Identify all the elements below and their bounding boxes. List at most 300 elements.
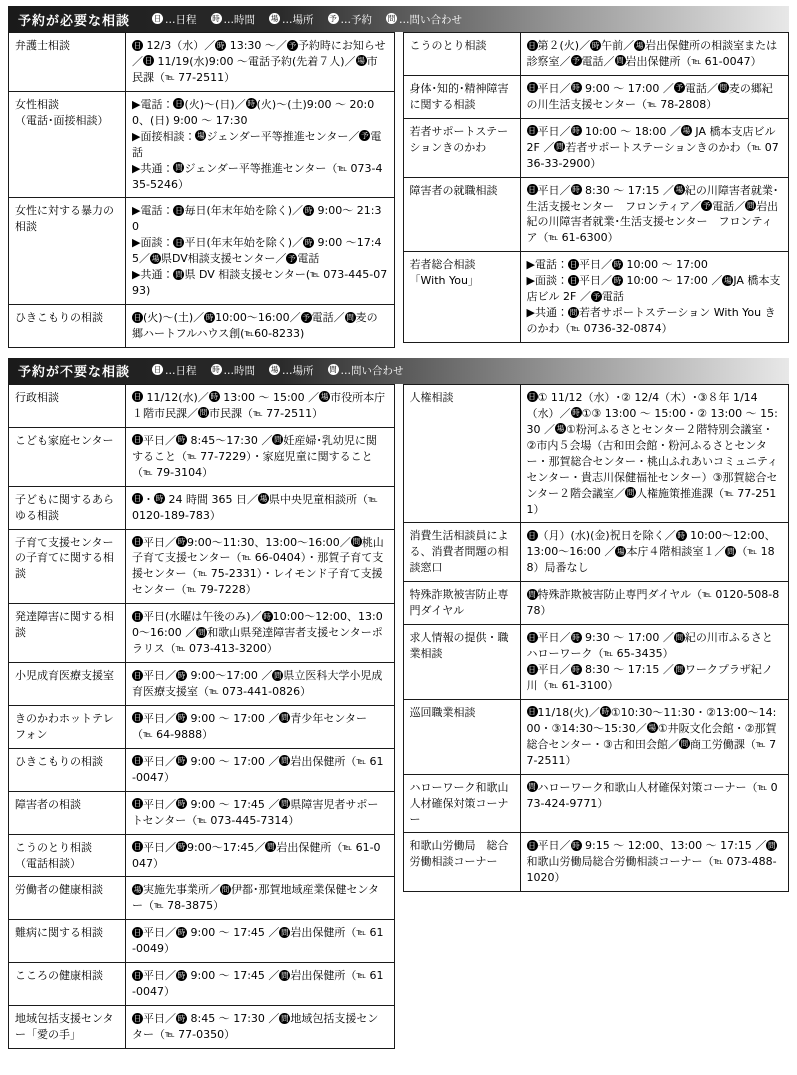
marker-icon: 問 — [267, 842, 275, 852]
tel-icon: ℡ — [356, 928, 367, 939]
tel-icon: ℡ — [757, 782, 768, 793]
row-label: こころの健康相談 — [9, 963, 126, 1006]
detail-line: 場 実施先事業所／ 問 伊都･那賀地域産業保健センター（℡ 78-3875） — [132, 883, 380, 913]
section-2-right-column — [403, 384, 790, 892]
marker-icon: 日 — [144, 56, 153, 66]
marker-icon: 日 — [133, 537, 142, 546]
marker-icon: 時 — [572, 664, 580, 674]
row-label: こうのとり相談 — [403, 33, 520, 76]
table-row — [403, 523, 789, 582]
row-detail — [126, 486, 395, 529]
section-header-bar-1 — [8, 6, 789, 32]
marker-icon: 時 — [177, 842, 186, 852]
row-label: 弁護士相談 — [9, 33, 126, 92]
row-label: 特殊詐欺被害防止専門ダイヤル — [403, 582, 520, 625]
detail-line: 問 ハローワーク和歌山人材確保対策コーナー（℡ 073-424-9771） — [526, 780, 778, 810]
marker-icon: 予 — [702, 201, 711, 210]
row-detail — [520, 384, 789, 523]
row-label: ひきこもりの相談 — [9, 305, 126, 348]
marker-icon: 日 — [133, 799, 142, 809]
table-row — [9, 1006, 395, 1049]
row-label: 子どもに関するあらゆる相談 — [9, 486, 126, 529]
row-label: 子育て支援センターの子育てに関する相談 — [9, 529, 126, 604]
marker-icon: 場 — [259, 494, 268, 504]
row-detail — [126, 920, 395, 963]
marker-icon: 問 — [221, 884, 230, 894]
tel-icon: ℡ — [209, 687, 219, 697]
marker-icon: 予 — [361, 131, 369, 141]
row-detail — [126, 33, 395, 92]
marker-icon: 予 — [592, 291, 601, 301]
marker-icon: 時 — [263, 611, 271, 621]
detail-line: 日 平日(水曜は午後のみ)／ 時 10:00～12:00、13:00～16:00 ／ 問 和歌山県発達障害者支援センターポラリス（℡ 073-413-3200） — [132, 610, 383, 656]
marker-icon: 日 — [153, 365, 162, 375]
tel-icon: ℡ — [755, 739, 766, 750]
marker-icon: 日 — [133, 312, 142, 322]
marker-icon: 時 — [212, 365, 220, 375]
marker-icon: 問 — [281, 756, 289, 766]
marker-icon: 場 — [357, 56, 365, 66]
detail-line: 日 平日／ 時 8:45～17:30 ／ 問 妊産婦･乳幼児に関すること（℡ 77-7229）・家庭児童に関すること（℡ 79-3104） — [132, 433, 377, 479]
row-detail — [520, 33, 789, 76]
table-reservation-not-required-left — [8, 384, 395, 1049]
marker-icon: 日 — [133, 842, 142, 852]
row-detail — [520, 699, 789, 774]
row-detail — [126, 791, 395, 834]
row-label: 身体･知的･精神障害に関する相談 — [403, 75, 520, 118]
table-row — [9, 198, 395, 305]
detail-line: 日 (火)～(土)／ 時 10:00～16:00／ 予 電話／ 問 麦の郷ハートフルハウス創(℡60-8233) — [132, 311, 378, 340]
tel-icon: ℡ — [143, 729, 153, 740]
legend-text: …問い合わせ — [399, 13, 463, 26]
detail-line: 日 平日／ 時 9:15 ～ 12:00、13:00 ～ 17:15 ／ 問和歌山労働局総合労働相談コーナー（℡ 073-488-1020） — [526, 839, 777, 885]
marker-icon: 日 — [133, 611, 142, 621]
row-label: 和歌山労働局 総合労働相談コーナー — [403, 833, 520, 892]
row-label: 障害者の就職相談 — [403, 177, 520, 252]
marker-icon: 場 — [724, 275, 732, 285]
table-row — [9, 91, 395, 198]
legend-item — [386, 12, 462, 27]
tel-icon: ℡ — [548, 233, 559, 244]
table-row — [403, 75, 789, 118]
detail-line: ▶面接相談： 場 ジェンダー平等推進センター／ 予 電話 — [132, 129, 382, 159]
marker-icon: 時 — [591, 40, 600, 50]
marker-icon: 時 — [177, 670, 186, 680]
detail-line: 日 平日／ 時 9:00 ～ 17:00 ／ 問 岩出保健所（℡ 61-0047） — [132, 754, 384, 784]
marker-icon: 時 — [572, 83, 580, 93]
detail-line: 問 特殊詐欺被害防止専門ダイヤル（℡ 0120-508-878） — [526, 588, 780, 618]
section-2-columns — [8, 384, 789, 1049]
marker-icon: 場 — [270, 13, 279, 23]
row-label: こども家庭センター — [9, 427, 126, 486]
table-reservation-required-left — [8, 32, 395, 348]
table-row — [9, 305, 395, 348]
tel-icon: ℡ — [747, 547, 758, 558]
legend-item — [211, 363, 256, 378]
detail-line: 日 ① 11/12（水）･② 12/4（木）･③８年 1/14（水）／ 時 ①③ 13:00 ～ 15:00・② 13:00 ～ 15:30 ／ 場 ①粉河ふるさとセンター２階特別会議室・②市内５会場（古和田会館・粉河ふるさとセンター・那賀総合センター・桃山ふれあいコミュニティセンター・貴志川保健福祉センター）③那賀総合センター２階会議室／ 問 人権施策推進課（℡ 77-2511） — [526, 390, 778, 516]
marker-icon: 問 — [675, 632, 684, 642]
tel-icon: ℡ — [310, 270, 320, 281]
marker-icon: 問 — [274, 670, 282, 680]
row-detail — [126, 91, 395, 198]
legend-item — [211, 12, 256, 27]
legend-item — [269, 12, 314, 27]
marker-icon: 時 — [613, 259, 622, 269]
detail-line: ▶面談： 日 平日(年末年始を除く)／ 時 9:00 ～17:45／ 場 県DV相談支援センター／ 予 電話 — [132, 236, 382, 266]
legend-text: …予約 — [340, 13, 373, 26]
legend-text: …場所 — [282, 365, 314, 378]
marker-icon: 時 — [216, 40, 225, 50]
marker-icon: 問 — [675, 664, 684, 674]
table-row — [403, 118, 789, 177]
marker-icon: 予 — [675, 83, 684, 93]
marker-icon: 場 — [320, 392, 329, 402]
marker-icon: 場 — [270, 365, 279, 375]
table-row — [9, 427, 395, 486]
table-row — [9, 529, 395, 604]
tel-icon: ℡ — [187, 451, 197, 462]
row-label: 小児成育医療支援室 — [9, 663, 126, 706]
marker-icon: 問 — [768, 840, 776, 850]
marker-icon: 問 — [616, 56, 624, 66]
tel-icon: ℡ — [570, 324, 581, 335]
marker-icon: 問 — [281, 927, 289, 937]
tel-icon: ℡ — [143, 467, 153, 478]
detail-line: 日 平日／ 時 10:00 ～ 18:00 ／ 場 JA 橋本支店ビル 2F ／ 問 若者サポートステーションきのかわ（℡ 0736-33-2900） — [526, 124, 779, 170]
detail-line: 日 平日／ 時 9:00～11:30、13:00～16:00／ 問 桃山子育て支援センター（℡ 66-0404）・那賀子育て支援センター（℡ 75-2331）・レイモンド子育て支援センター（℡ 79-7228） — [132, 535, 384, 597]
marker-icon: 日 — [133, 1013, 142, 1023]
marker-icon: 問 — [746, 201, 755, 210]
marker-icon: 場 — [151, 253, 160, 263]
section-header-bar-2 — [8, 358, 789, 384]
marker-icon: 日 — [528, 707, 536, 717]
legend-2 — [152, 363, 404, 378]
table-row — [9, 877, 395, 920]
section-1-right-column — [403, 32, 790, 343]
tel-icon: ℡ — [186, 585, 197, 596]
tel-icon: ℡ — [337, 163, 348, 174]
marker-icon: 問 — [199, 408, 208, 418]
marker-icon: 予 — [288, 253, 296, 263]
table-row — [403, 582, 789, 625]
marker-icon: 時 — [247, 99, 255, 109]
table-row — [9, 963, 395, 1006]
row-label: 若者サポートステーションきのかわ — [403, 118, 520, 177]
marker-icon: 時 — [613, 275, 622, 285]
marker-icon: 問 — [346, 312, 354, 322]
tel-icon: ℡ — [197, 569, 208, 580]
marker-icon: 時 — [304, 205, 313, 215]
section-1-columns — [8, 32, 789, 348]
table-row — [403, 177, 789, 252]
row-label: 女性相談 （電話･面接相談） — [9, 91, 126, 198]
marker-icon: 問 — [387, 13, 396, 23]
marker-icon: 時 — [205, 312, 214, 322]
tel-icon: ℡ — [356, 756, 367, 767]
marker-icon: 日 — [528, 530, 536, 540]
row-detail — [126, 529, 395, 604]
marker-icon: 問 — [727, 546, 735, 556]
row-detail — [126, 705, 395, 748]
detail-line: 日 平日／ 時 8:30 ～ 17:15 ／ 問 ワークプラザ紀ノ川（℡ 61-3100） — [526, 663, 773, 692]
table-row — [9, 920, 395, 963]
tel-icon: ℡ — [691, 56, 702, 67]
marker-icon: 時 — [210, 392, 219, 402]
tel-icon: ℡ — [548, 680, 559, 691]
marker-icon: 時 — [177, 435, 186, 445]
table-row — [9, 791, 395, 834]
tel-icon: ℡ — [367, 494, 378, 505]
tel-icon: ℡ — [197, 815, 207, 826]
row-detail — [126, 877, 395, 920]
marker-icon: 問 — [281, 1013, 289, 1023]
detail-line: 日 平日／ 時 9:00 ～ 17:00 ／ 予 電話／ 問 麦の郷紀の川生活支援センター（℡ 78-2808） — [526, 81, 773, 111]
detail-line: ▶電話： 日 平日／ 時 10:00 ～ 17:00 — [526, 258, 708, 272]
marker-icon: 日 — [133, 494, 142, 504]
row-detail — [520, 75, 789, 118]
legend-item — [328, 12, 373, 27]
marker-icon: 問 — [528, 589, 536, 599]
marker-icon: 日 — [528, 185, 536, 195]
tel-icon: ℡ — [713, 857, 724, 868]
table-row — [403, 384, 789, 523]
marker-icon: 日 — [133, 756, 142, 766]
tel-icon: ℡ — [356, 971, 367, 982]
marker-icon: 場 — [556, 424, 565, 434]
row-detail — [126, 963, 395, 1006]
marker-icon: 問 — [569, 307, 578, 317]
marker-icon: 予 — [288, 40, 297, 50]
row-detail — [126, 1006, 395, 1049]
marker-icon: 日 — [133, 40, 142, 50]
section-reservation-required — [8, 6, 789, 348]
row-detail — [126, 663, 395, 706]
row-label: 難病に関する相談 — [9, 920, 126, 963]
detail-line: ▶共通： 問 県 DV 相談支援センター(℡ 073-445-0793) — [132, 268, 388, 298]
table-row — [9, 705, 395, 748]
marker-icon: 時 — [177, 1013, 186, 1023]
table-row — [403, 33, 789, 76]
row-label: 障害者の相談 — [9, 791, 126, 834]
tel-icon: ℡ — [751, 142, 762, 153]
marker-icon: 時 — [155, 494, 164, 504]
section-title-2: 予約が不要な相談 — [18, 365, 131, 381]
marker-icon: 時 — [177, 927, 186, 937]
marker-icon: 日 — [175, 99, 183, 109]
marker-icon: 問 — [329, 365, 337, 375]
legend-text: …時間 — [223, 13, 256, 26]
marker-icon: 問 — [680, 739, 689, 749]
marker-icon: 日 — [133, 392, 142, 402]
marker-icon: 日 — [528, 840, 536, 850]
marker-icon: 場 — [133, 884, 142, 894]
marker-icon: 時 — [304, 237, 313, 247]
marker-icon: 時 — [177, 756, 186, 766]
row-label: 人権相談 — [403, 384, 520, 523]
row-detail — [520, 582, 789, 625]
section-title-1: 予約が必要な相談 — [18, 13, 131, 29]
row-label: きのかわホットテレフォン — [9, 705, 126, 748]
legend-item — [152, 12, 197, 27]
marker-icon: 問 — [528, 782, 536, 792]
legend-1 — [152, 12, 462, 27]
marker-icon: 時 — [177, 799, 186, 809]
marker-icon: 予 — [329, 13, 337, 23]
row-label: 女性に対する暴力の相談 — [9, 198, 126, 305]
section-2-left-column — [8, 384, 395, 1049]
row-label: 地域包括支援センター「愛の手」 — [9, 1006, 126, 1049]
row-detail — [126, 748, 395, 791]
marker-icon: 日 — [528, 83, 536, 93]
marker-icon: 時 — [572, 185, 580, 195]
detail-line: 日 ・ 時 24 時間 365 日／ 場 県中央児童相談所（℡ 0120-189-783） — [132, 492, 378, 522]
marker-icon: 日 — [569, 275, 578, 285]
detail-line: 日 平日／ 時 9:00 ～ 17:00 ／ 問 青少年センター（℡ 64-9888） — [132, 711, 367, 741]
detail-line: 日 平日／ 時 9:00 ～ 17:45 ／ 問 県障害児者サポートセンター（℡ 073-445-7314） — [132, 797, 379, 827]
row-label: 求人情報の提供・職業相談 — [403, 625, 520, 700]
marker-icon: 時 — [572, 126, 580, 136]
legend-item — [328, 363, 404, 378]
detail-line: 日 平日／ 時 8:45 ～ 17:30 ／ 問 地域包括支援センター（℡ 77-0350） — [132, 1012, 379, 1041]
detail-line: 日 11/18(火)／ 時 ①10:30～11:30・②13:00～14:00・③14:30～15:30／ 場 ①井阪文化会館・②那賀総合センター・③古和田会館／ 問 商工労働課（℡ 77-2511） — [526, 705, 777, 767]
marker-icon: 日 — [133, 970, 142, 980]
table-row — [403, 774, 789, 833]
legend-item — [269, 363, 314, 378]
marker-icon: 問 — [175, 163, 183, 173]
tel-icon: ℡ — [154, 901, 164, 912]
tel-icon: ℡ — [241, 553, 252, 564]
tel-icon: ℡ — [165, 72, 175, 83]
marker-icon: 時 — [177, 537, 186, 546]
marker-icon: 問 — [556, 142, 564, 152]
detail-line: 日 平日／ 時 9:00 ～ 17:45 ／ 問 岩出保健所（℡ 61-0047） — [132, 969, 384, 999]
detail-line: 日 第２(火)／ 時 午前／ 場 岩出保健所の相談室または診察室／ 予 電話／ 問 岩出保健所（℡ 61-0047） — [526, 39, 778, 68]
row-detail — [520, 523, 789, 582]
table-row — [403, 833, 789, 892]
row-detail — [520, 774, 789, 833]
marker-icon: 日 — [175, 237, 183, 247]
marker-icon: 時 — [212, 13, 220, 23]
detail-line: 日 11/12(水)／ 時 13:00 ～ 15:00 ／ 場 市役所本庁１階市民課／ 問 市民課（℡ 77-2511） — [132, 390, 386, 420]
row-label: 発達障害に関する相談 — [9, 604, 126, 663]
section-1-left-column — [8, 32, 395, 348]
marker-icon: 問 — [281, 713, 289, 723]
detail-line: ▶面談： 日 平日／ 時 10:00 ～ 17:00 ／ 場 JA 橋本支店ビル 2F ／ 予 電話 — [526, 274, 781, 304]
row-detail — [126, 427, 395, 486]
table-reservation-not-required-right — [403, 384, 790, 892]
table-row — [9, 663, 395, 706]
table-row — [9, 604, 395, 663]
row-label: ひきこもりの相談 — [9, 748, 126, 791]
row-label: 若者総合相談 「With You」 — [403, 252, 520, 343]
marker-icon: 時 — [177, 970, 186, 980]
tel-icon: ℡ — [253, 408, 263, 419]
marker-icon: 場 — [682, 126, 691, 136]
marker-icon: 場 — [617, 546, 625, 556]
legend-text: …問い合わせ — [340, 365, 404, 378]
marker-icon: 場 — [197, 131, 205, 141]
legend-item — [152, 363, 197, 378]
marker-icon: 問 — [175, 269, 183, 279]
marker-icon: 日 — [528, 126, 536, 136]
tel-icon: ℡ — [175, 644, 186, 655]
marker-icon: 日 — [133, 713, 142, 723]
detail-line: ▶電話： 日 (火)～(日)／ 時 (火)～(土)9:00 ～ 20:00、(日) 9:00 ～ 17:30 — [132, 97, 375, 127]
row-detail — [126, 305, 395, 348]
row-detail — [520, 833, 789, 892]
tel-icon: ℡ — [702, 590, 712, 601]
row-detail — [520, 625, 789, 700]
row-detail — [126, 198, 395, 305]
marker-icon: 日 — [528, 392, 536, 402]
detail-line: 日 12/3（水）／ 時 13:30 ～／ 予 予約時にお知らせ／ 日 11/19(水)9:00 ～電話予約(先着７人)／ 場 市民課（℡ 77-2511） — [132, 39, 386, 84]
tel-icon: ℡ — [342, 842, 353, 853]
detail-line: ▶共通： 問 若者サポートステーション With You きのかわ（℡ 0736-32-0874） — [526, 306, 776, 336]
row-detail — [520, 177, 789, 252]
marker-icon: 問 — [719, 83, 728, 93]
detail-line: 日 （月）(水)(金)祝日を除く／ 時 10:00～12:00、13:00～16:00 ／ 場 本庁４階相談室１／ 問 （℡ 188）局番なし — [526, 529, 776, 575]
row-label: 行政相談 — [9, 384, 126, 427]
detail-line: 日 平日／ 時 8:30 ～ 17:15 ／ 場 紀の川障害者就業･生活支援センター フロンティア／ 予 電話／ 問 岩出紀の川障害者就業･生活支援センター フロンティア（℡ 61-6300） — [526, 183, 779, 245]
marker-icon: 日 — [569, 259, 578, 269]
detail-line: 日 平日／ 時 9:00～17:00 ／ 問 県立医科大学小児成育医療支援室（℡ 073-441-0826） — [132, 669, 383, 698]
marker-icon: 日 — [133, 435, 142, 445]
legend-text: …日程 — [165, 365, 197, 378]
table-row — [9, 33, 395, 92]
row-label: ハローワーク和歌山人材確保対策コーナー — [403, 774, 520, 833]
marker-icon: 問 — [274, 435, 282, 445]
marker-icon: 場 — [648, 723, 657, 733]
legend-text: …日程 — [165, 13, 197, 26]
detail-line: ▶電話： 日 毎日(年末年始を除く)／ 時 9:00～ 21:30 — [132, 204, 382, 234]
marker-icon: 場 — [675, 185, 684, 195]
row-detail — [126, 384, 395, 427]
tel-icon: ℡ — [647, 99, 657, 110]
row-label: 消費生活相談員による、消費者問題の相談窓口 — [403, 523, 520, 582]
detail-line: 日 平日／ 時 9:00～17:45／ 問 岩出保健所（℡ 61-0047） — [132, 840, 381, 870]
row-detail — [520, 252, 789, 343]
marker-icon: 日 — [528, 664, 536, 674]
marker-icon: 時 — [177, 713, 186, 723]
marker-icon: 時 — [572, 632, 580, 642]
table-row — [403, 625, 789, 700]
tel-icon: ℡ — [724, 488, 734, 499]
marker-icon: 時 — [601, 707, 610, 717]
tel-icon: ℡ — [603, 649, 614, 660]
row-label: 巡回職業相談 — [403, 699, 520, 774]
marker-icon: 問 — [626, 488, 635, 498]
marker-icon: 問 — [352, 537, 361, 546]
marker-icon: 日 — [175, 205, 183, 215]
tel-icon: ℡ — [244, 329, 255, 339]
legend-text: …時間 — [223, 365, 256, 378]
table-row — [9, 748, 395, 791]
marker-icon: 問 — [281, 799, 289, 809]
detail-line: 日 平日／ 時 9:30 ～ 17:00 ／ 問 紀の川市ふるさとハローワーク（℡ 65-3435） — [526, 631, 773, 661]
row-label: 労働者の健康相談 — [9, 877, 126, 920]
marker-icon: 日 — [528, 632, 536, 642]
table-row — [403, 252, 789, 343]
marker-icon: 時 — [572, 408, 580, 418]
marker-icon: 日 — [133, 670, 142, 680]
marker-icon: 日 — [133, 927, 142, 937]
marker-icon: 問 — [281, 970, 289, 980]
table-row — [403, 699, 789, 774]
section-reservation-not-required — [8, 358, 789, 1049]
table-reservation-required-right — [403, 32, 790, 343]
detail-line: 日 平日／ 時 9:00 ～ 17:45 ／ 問 岩出保健所（℡ 61-0049） — [132, 926, 384, 956]
marker-icon: 時 — [572, 840, 580, 850]
